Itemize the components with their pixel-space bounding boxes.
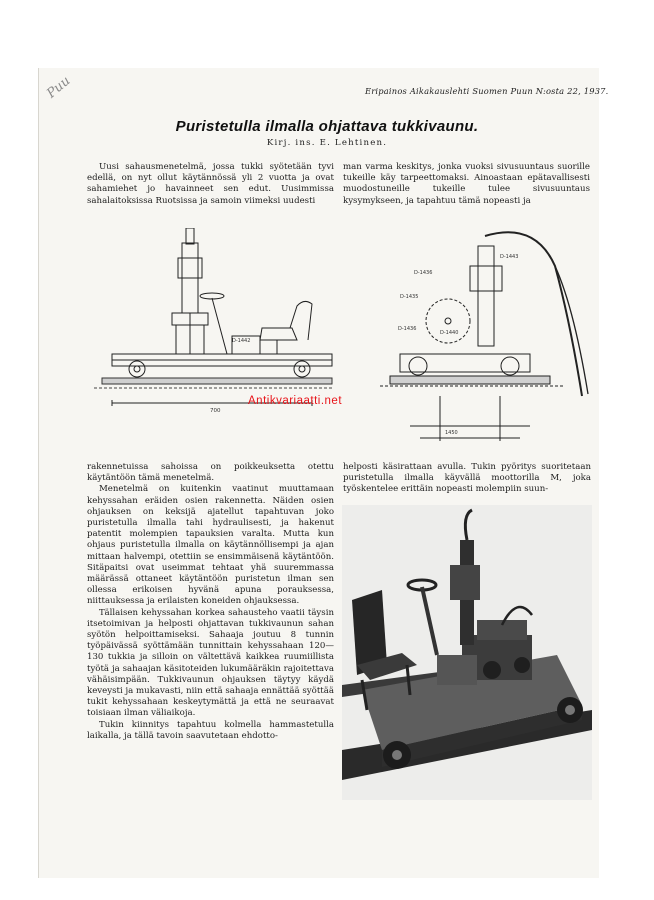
body-left-paragraph-2: Menetelmä on kuitenkin vaatinut muuttamaan kehyssahan eräiden osien rakennetta. Näiden osien ohjauksen on keksijä ajatellut tapahtuvan joko puristetulla ilmalla tahi hydraulisesti, ja hakenut patentit molempien tapauksien varalta. Mutta kun ohjaus puristetulla ilmalla on käytännöllisempi ja ajan mittaan halvempi, otettiin se ensimmäisenä käytäntöön. Sitäpaitsi ovat useimmat tehtaat yhä suuremmassa määrässä ottaneet käytäntöön puristetun ilman sen ollessa erikoisen hyvänä apuna porauksessa, niittauksessa ja erilaisten koneiden ohjauksessa. [87, 484, 334, 607]
wheel-front [129, 361, 145, 377]
front-elevation-drawing [350, 226, 595, 454]
intro-right-column [343, 162, 590, 207]
article-title: Puristetulla ilmalla ohjattava tukkivaunu. [175, 118, 479, 135]
log-outline [426, 299, 470, 343]
dim-label-bottom: 700 [210, 408, 221, 414]
body-right-column [343, 462, 591, 496]
dim-label-4: D-1440 [440, 330, 459, 336]
dim-label-5: D-1443 [500, 254, 519, 260]
pencil-note: Puu [44, 73, 74, 102]
article-author: Kirj. ins. E. Lehtinen. [266, 138, 388, 148]
dim-label-6: 1450 [445, 430, 458, 436]
offprint-header: Eripainos Aikakauslehti Suomen Puun N:osta 22, 1937. [365, 86, 609, 96]
body-left-paragraph-4: Tukin kiinnitys tapahtuu kolmella hammastetulla laikalla, ja tällä tavoin saavutetaan ehdotto- [87, 719, 334, 741]
intro-left-column [87, 162, 334, 207]
dim-label-left: D-1442 [232, 338, 251, 344]
dim-label-3: D-1436 [398, 326, 417, 332]
carriage-photo-illustration [342, 505, 592, 800]
dim-label-1: D-1436 [414, 270, 433, 276]
body-right-paragraph: helposti käsirattaan avulla. Tukin pyöritys suoritetaan puristetulla ilmalla käyvällä moottorilla M, joka työskentelee erittäin nopeasti molempiin suun- [343, 462, 591, 495]
dim-label-2: D-1435 [400, 294, 419, 300]
body-left-paragraph-3: Tällaisen kehyssahan korkea sahausteho vaatii täysin itsetoimivan ja helposti ohjattavan tukkivaunun sahan syötön helpoittamiseksi. Sahaaja joutuu 8 tunnin työpäivässä syöttämään tunnittain kehyssahaan 120—130 tukkia ja silloin on vältettävä kaikkea ruumiillista työtä ja sahaajan käsitoteiden lukumääräkin rajoitettava vähäisimpään. Tukkivaunun ohjauksen täytyy käydä keveysti ja mukavasti, niin että sahaaja ennättää syöttää tukit kehyssahaan keskeytymättä ja että ne seuraavat toisiaan ilman väliaikoja. [87, 607, 334, 719]
side-elevation-drawing [92, 228, 337, 453]
intro-left-paragraph: Uusi sahausmenetelmä, jossa tukki syötetään tyvi edellä, on nyt ollut käytännössä yli 2 vuotta ja ovat sahamiehet jo havainneet sen edut. Uusimmissa sahalaitoksissa Ruotsissa ja samoin viimeksi uudesti [87, 162, 334, 206]
carriage-photo [342, 505, 592, 800]
rail-base [102, 378, 332, 384]
intro-right-paragraph: man varma keskitys, jonka vuoksi sivusuuntaus suorille tukeille käy tarpeettomaksi. Ainoastaan epätavallisesti muodostuneille tukeille tulee sivusuuntaus kysymykseen, ja tapahtuu tämä nopeasti ja [343, 162, 590, 206]
wheel-rear [294, 361, 310, 377]
watermark: Antikvariaatti.net [248, 395, 343, 407]
body-left-column [87, 462, 334, 742]
body-left-paragraph-1: rakennetuissa sahoissa on poikkeuksetta otettu käytäntöön tämä menetelmä. [87, 462, 334, 484]
